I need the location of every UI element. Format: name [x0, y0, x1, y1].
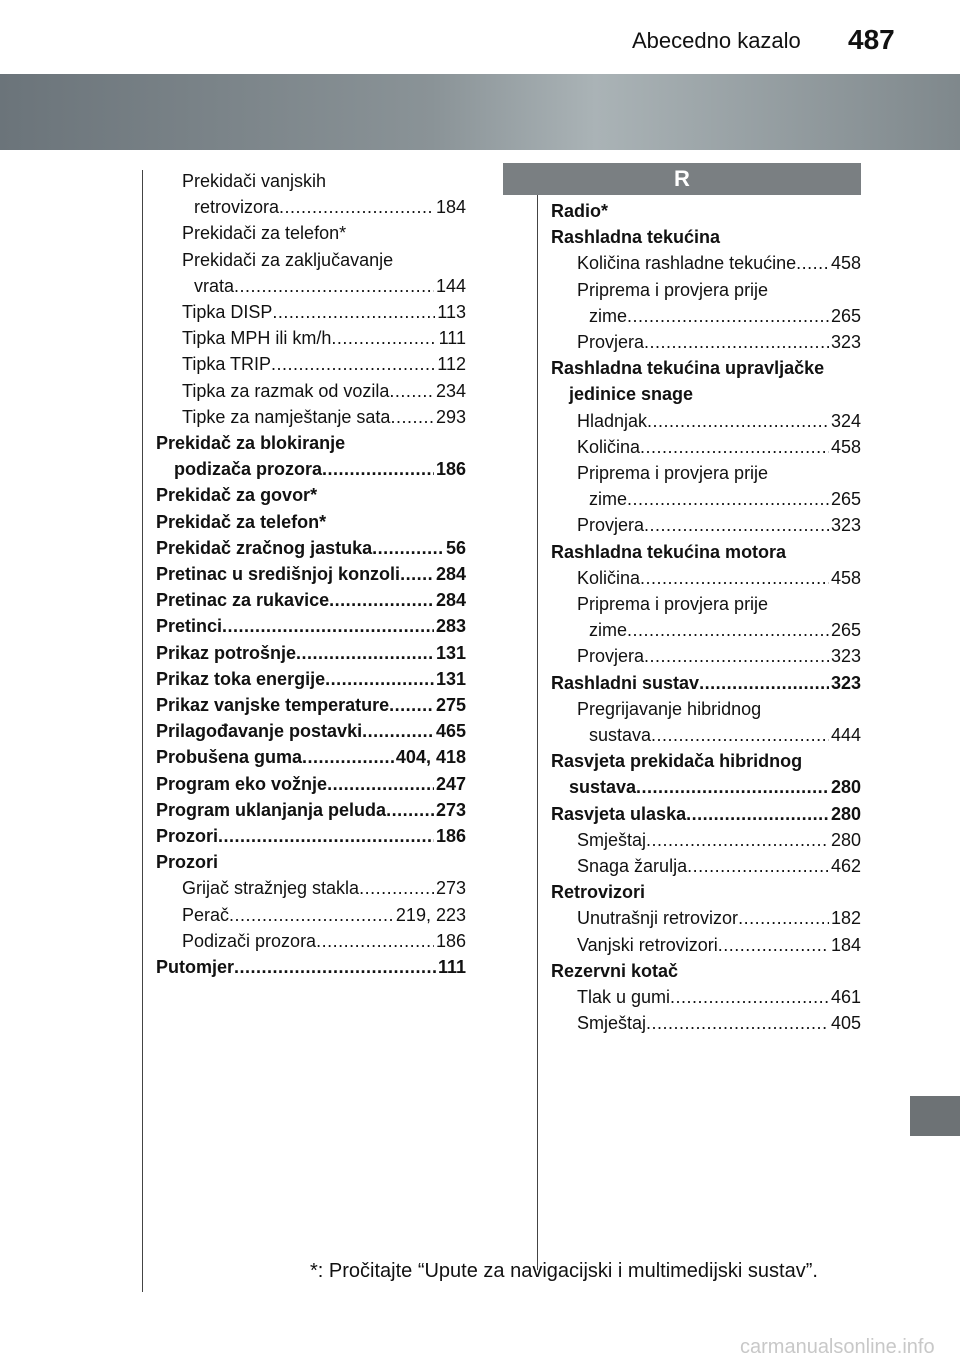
- index-entry: [156, 220, 466, 246]
- index-column-left: [156, 168, 466, 980]
- index-entry-page: 293: [435, 406, 466, 427]
- index-entry: [551, 250, 861, 276]
- index-entry-text: Priprema i provjera prije: [577, 279, 769, 300]
- index-entry-page: 404, 418: [395, 747, 466, 768]
- index-entry: [551, 303, 861, 329]
- dot-leader: [647, 408, 829, 434]
- index-entry-page: 284: [435, 590, 466, 611]
- index-entry-text: zime: [589, 489, 628, 510]
- dot-leader: [359, 875, 434, 901]
- dot-leader: [325, 666, 434, 692]
- index-entry-page: 186: [435, 930, 466, 951]
- index-entry: [156, 797, 466, 823]
- dot-leader: [644, 643, 829, 669]
- index-entry: [156, 666, 466, 692]
- index-entry-text: Prekidač za govor*: [156, 485, 318, 506]
- dot-leader: [738, 905, 829, 931]
- dot-leader: [644, 329, 829, 355]
- index-entry-text: Prekidač za telefon*: [156, 511, 327, 532]
- index-entry: [156, 954, 466, 980]
- index-entry-text: Tipka DISP: [182, 302, 273, 323]
- index-entry: [551, 329, 861, 355]
- index-entry-text: sustava: [569, 777, 637, 798]
- index-entry-text: Prekidač za blokiranje: [156, 433, 346, 454]
- dot-leader: [646, 1010, 829, 1036]
- dot-leader: [699, 670, 829, 696]
- index-entry-page: 461: [830, 987, 861, 1008]
- left-margin-rule: [142, 170, 143, 1292]
- index-entry: [156, 613, 466, 639]
- index-entry-text: Rashladni sustav: [551, 672, 700, 693]
- index-entry-page: 186: [435, 459, 466, 480]
- index-entry-page: 462: [830, 856, 861, 877]
- index-entry: [551, 827, 861, 853]
- index-entry: [551, 224, 861, 250]
- index-entry-text: Radio*: [551, 201, 609, 221]
- index-entry-text: retrovizora: [194, 197, 280, 218]
- index-entry: [156, 928, 466, 954]
- index-column-right: [551, 198, 861, 1037]
- index-entry-text: Smještaj: [577, 829, 647, 850]
- index-entry: [551, 984, 861, 1010]
- dot-leader: [627, 486, 829, 512]
- index-entry-text: Prikaz vanjske temperature: [156, 695, 390, 716]
- index-entry-text: Tlak u gumi: [577, 987, 671, 1008]
- index-entry: [156, 535, 466, 561]
- index-entry-page: 458: [830, 567, 861, 588]
- index-entry-text: Perač: [182, 904, 230, 925]
- index-entry: [551, 670, 861, 696]
- letter-heading: R: [503, 163, 861, 195]
- dot-leader: [670, 984, 829, 1010]
- index-entry: [551, 853, 861, 879]
- index-entry: [551, 381, 861, 407]
- index-entry-text: Grijač stražnjeg stakla: [182, 878, 360, 899]
- index-entry-page: 265: [830, 489, 861, 510]
- footnote: *: Pročitajte “Upute za navigacijski i multimedijski sustav”.: [310, 1260, 818, 1282]
- index-entry-text: Priprema i provjera prije: [577, 463, 769, 484]
- dot-leader: [327, 771, 434, 797]
- index-entry: [551, 565, 861, 591]
- index-entry-text: Prikaz potrošnje: [156, 642, 297, 663]
- index-entry-page: 324: [830, 410, 861, 431]
- index-entry-text: Prozori: [156, 852, 219, 873]
- index-entry-text: Rasvjeta ulaska: [551, 803, 687, 824]
- chapter-thumb-tab: [910, 1096, 960, 1136]
- index-entry-page: 465: [435, 721, 466, 742]
- index-entry-page: 323: [830, 646, 861, 667]
- index-entry-text: zime: [589, 620, 628, 641]
- dot-leader: [687, 853, 829, 879]
- section-title: Abecedno kazalo: [632, 28, 801, 53]
- index-entry: [551, 958, 861, 984]
- index-entry-text: Provjera: [577, 646, 645, 667]
- index-entry: [551, 591, 861, 617]
- index-entry-text: Prilagođavanje postavki: [156, 721, 363, 742]
- index-entry: [156, 482, 466, 508]
- index-entry-text: Vanjski retrovizori: [577, 934, 718, 955]
- index-entry-text: Rashladna tekućina motora: [551, 541, 787, 562]
- dot-leader: [640, 565, 829, 591]
- index-entry-page: 182: [830, 908, 861, 929]
- index-entry: [551, 774, 861, 800]
- index-entry: [156, 640, 466, 666]
- index-entry-page: 323: [830, 672, 861, 693]
- index-entry-page: 111: [438, 328, 466, 349]
- index-entry: [156, 351, 466, 377]
- dot-leader: [646, 827, 829, 853]
- dot-leader: [627, 617, 829, 643]
- index-entry: [156, 404, 466, 430]
- index-entry-page: 275: [435, 695, 466, 716]
- index-entry-text: Pregrijavanje hibridnog: [577, 698, 762, 719]
- dot-leader: [636, 774, 829, 800]
- index-entry: [156, 718, 466, 744]
- index-entry-page: 247: [435, 773, 466, 794]
- index-entry-page: 234: [435, 380, 466, 401]
- dot-leader: [372, 535, 444, 561]
- column-divider: [537, 170, 538, 1270]
- dot-leader: [651, 722, 829, 748]
- index-entry-text: Retrovizori: [551, 882, 646, 903]
- index-entry-text: Rasvjeta prekidača hibridnog: [551, 751, 803, 772]
- index-entry: [156, 430, 466, 456]
- index-entry: [156, 168, 466, 194]
- index-entry-page: 265: [830, 305, 861, 326]
- index-entry: [156, 849, 466, 875]
- index-entry-text: Snaga žarulja: [577, 856, 688, 877]
- index-entry-page: 458: [830, 436, 861, 457]
- index-entry: [156, 456, 466, 482]
- index-entry: [156, 273, 466, 299]
- index-entry-text: Prekidači za telefon*: [182, 223, 347, 244]
- index-entry: [156, 744, 466, 770]
- index-entry: [551, 801, 861, 827]
- index-entry: [156, 561, 466, 587]
- dot-leader: [331, 325, 436, 351]
- index-entry: [156, 194, 466, 220]
- dot-leader: [302, 744, 394, 770]
- dot-leader: [218, 823, 434, 849]
- index-entry-text: Prekidači za zaključavanje: [182, 249, 394, 270]
- dot-leader: [686, 801, 829, 827]
- dot-leader: [627, 303, 829, 329]
- dot-leader: [279, 194, 434, 220]
- index-entry: [551, 434, 861, 460]
- index-entry: [551, 879, 861, 905]
- index-entry-page: 131: [435, 642, 466, 663]
- dot-leader: [400, 561, 434, 587]
- dot-leader: [222, 613, 434, 639]
- index-entry-text: Unutrašnji retrovizor: [577, 908, 739, 929]
- watermark: carmanualsonline.info: [740, 1336, 935, 1358]
- index-entry-page: 323: [830, 515, 861, 536]
- index-entry: [156, 509, 466, 535]
- index-entry: [551, 460, 861, 486]
- header-banner: [0, 74, 960, 150]
- index-entry-page: 273: [435, 799, 466, 820]
- index-entry-text: Podizači prozora: [182, 930, 317, 951]
- index-entry: [156, 247, 466, 273]
- index-entry-text: Pretinci: [156, 616, 223, 637]
- index-entry-page: 111: [437, 957, 466, 978]
- dot-leader: [362, 718, 434, 744]
- index-entry-page: 113: [437, 302, 466, 323]
- index-entry: [156, 325, 466, 351]
- index-entry-page: 144: [435, 275, 466, 296]
- index-entry: [551, 539, 861, 565]
- index-entry-text: vrata: [194, 275, 235, 296]
- index-entry: [551, 486, 861, 512]
- index-entry: [156, 875, 466, 901]
- index-entry: [551, 722, 861, 748]
- index-entry-page: 112: [437, 354, 466, 375]
- index-entry-text: Rashladna tekućina upravljačke: [551, 358, 825, 379]
- index-entry-text: Smještaj: [577, 1013, 647, 1034]
- index-entry-page: 184: [435, 197, 466, 218]
- index-entry-page: 458: [830, 253, 861, 274]
- dot-leader: [644, 512, 829, 538]
- index-entry-page: 184: [830, 934, 861, 955]
- dot-leader: [234, 273, 434, 299]
- index-entry-text: Prekidači vanjskih: [182, 171, 327, 191]
- dot-leader: [389, 692, 434, 718]
- index-entry: [551, 355, 861, 381]
- index-entry-text: Priprema i provjera prije: [577, 594, 769, 615]
- index-entry: [551, 932, 861, 958]
- index-entry: [551, 617, 861, 643]
- index-entry: [551, 198, 861, 224]
- index-entry: [551, 408, 861, 434]
- index-entry-text: zime: [589, 305, 628, 326]
- index-entry-text: Probušena guma: [156, 747, 303, 768]
- page-header: [0, 0, 960, 64]
- index-entry-text: Provjera: [577, 332, 645, 353]
- dot-leader: [271, 351, 435, 377]
- index-entry-page: 280: [830, 829, 861, 850]
- index-entry-page: 323: [830, 332, 861, 353]
- index-entry: [156, 378, 466, 404]
- index-entry-text: Prikaz toka energije: [156, 668, 326, 689]
- index-entry-text: Količina rashladne tekućine: [577, 253, 797, 274]
- index-entry-text: Provjera: [577, 515, 645, 536]
- page-number: 487: [848, 24, 895, 55]
- index-entry-text: Tipka za razmak od vozila: [182, 380, 390, 401]
- index-entry: [551, 512, 861, 538]
- index-entry: [551, 748, 861, 774]
- index-entry-text: Rezervni kotač: [551, 960, 679, 981]
- index-entry-text: Pretinac za rukavice: [156, 590, 330, 611]
- index-entry-text: Program eko vožnje: [156, 773, 328, 794]
- dot-leader: [386, 797, 434, 823]
- index-entry-text: Prozori: [156, 826, 219, 847]
- index-entry: [156, 692, 466, 718]
- index-entry-page: 280: [830, 803, 861, 824]
- dot-leader: [316, 928, 434, 954]
- index-entry-text: Pretinac u središnjoj konzoli: [156, 564, 401, 585]
- index-entry: [551, 696, 861, 722]
- dot-leader: [296, 640, 434, 666]
- index-entry-page: 273: [435, 878, 466, 899]
- index-entry: [156, 823, 466, 849]
- dot-leader: [390, 404, 434, 430]
- index-entry-page: 280: [830, 777, 861, 798]
- index-entry-page: 186: [435, 826, 466, 847]
- index-entry: [156, 771, 466, 797]
- dot-leader: [272, 299, 435, 325]
- dot-leader: [796, 250, 829, 276]
- dot-leader: [329, 587, 434, 613]
- dot-leader: [389, 378, 434, 404]
- index-entry-page: 131: [435, 668, 466, 689]
- index-entry: [156, 902, 466, 928]
- index-entry-page: 283: [435, 616, 466, 637]
- index-entry: [551, 643, 861, 669]
- index-entry-text: Program uklanjanja peluda: [156, 799, 387, 820]
- index-entry-page: 444: [830, 725, 861, 746]
- index-entry-page: 56: [445, 537, 466, 558]
- index-entry-text: Tipka MPH ili km/h: [182, 328, 332, 349]
- index-entry-text: Putomjer: [156, 957, 235, 978]
- index-entry: [551, 1010, 861, 1036]
- index-entry: [156, 299, 466, 325]
- index-entry-text: jedinice snage: [569, 384, 694, 405]
- index-entry-text: Količina: [577, 436, 641, 457]
- index-entry-text: podizača prozora: [174, 459, 323, 480]
- index-entry-text: Tipka TRIP: [182, 354, 272, 375]
- dot-leader: [234, 954, 436, 980]
- index-entry-text: sustava: [589, 725, 652, 746]
- index-entry-page: 265: [830, 620, 861, 641]
- dot-leader: [229, 902, 394, 928]
- index-entry-text: Prekidač zračnog jastuka: [156, 537, 373, 558]
- index-entry: [156, 587, 466, 613]
- index-entry-text: Količina: [577, 567, 641, 588]
- index-entry-text: Tipke za namještanje sata: [182, 406, 391, 427]
- dot-leader: [640, 434, 829, 460]
- index-entry-page: 219, 223: [395, 904, 466, 925]
- dot-leader: [718, 932, 829, 958]
- dot-leader: [322, 456, 434, 482]
- index-entry-text: Hladnjak: [577, 410, 648, 431]
- index-entry-page: 284: [435, 564, 466, 585]
- index-entry: [551, 905, 861, 931]
- index-entry-text: Rashladna tekućina: [551, 227, 721, 248]
- index-entry-page: 405: [830, 1013, 861, 1034]
- index-entry: [551, 277, 861, 303]
